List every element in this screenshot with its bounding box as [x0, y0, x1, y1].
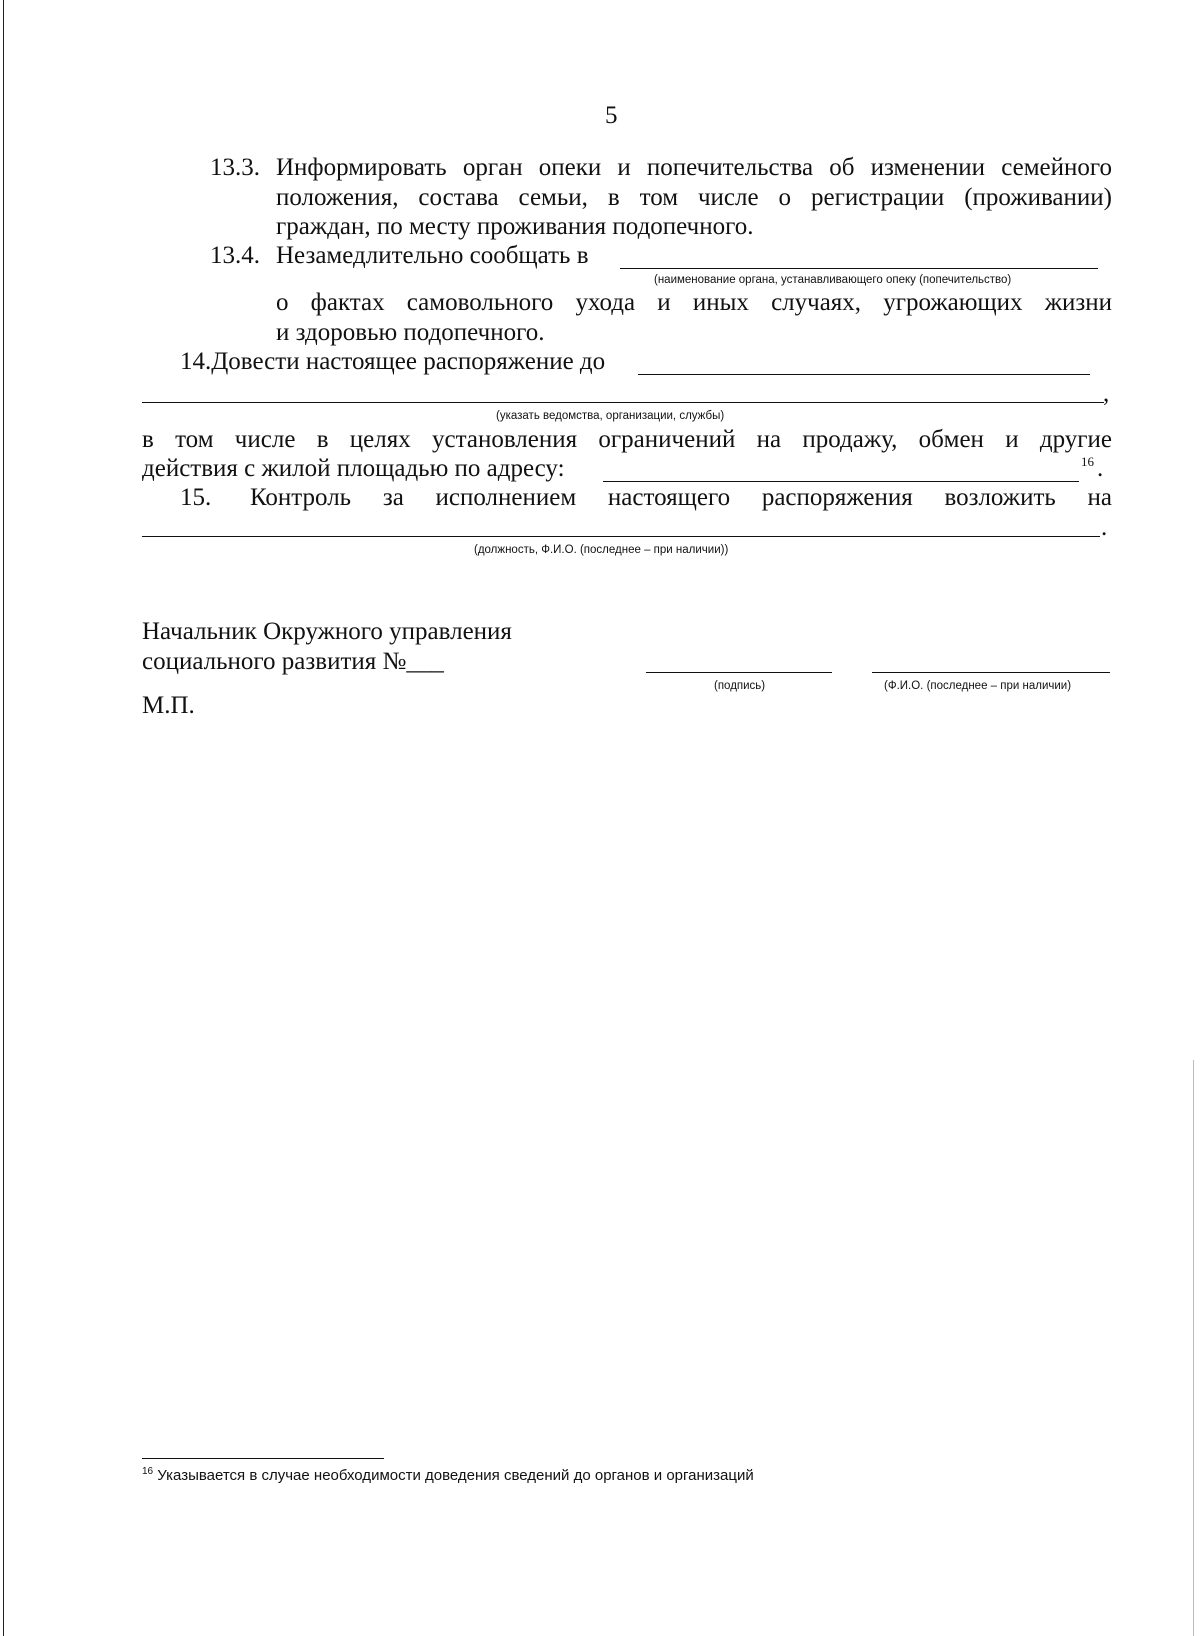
item-14-line3: в том числе в целях установления ограничений на продажу, обмен и другие [142, 426, 1112, 453]
footnote-mark: 16 [142, 1466, 154, 1477]
item-14-footnote-mark: 16 [1081, 454, 1094, 469]
item-13-3-line3: граждан, по месту проживания подопечного. [276, 213, 754, 240]
item-13-3-line2: положения, состава семьи, в том числе о регистрации (проживании) [276, 184, 1112, 211]
item-13-4-lead: Незамедлительно сообщать в [276, 242, 589, 269]
item-14-caption: (указать ведомства, организации, службы) [496, 410, 725, 422]
item-13-3-line1: Информировать орган опеки и попечительства об изменении семейного [276, 154, 1112, 181]
signatory-title-line2: социального развития №___ [142, 648, 444, 675]
item-13-4-number: 13.4. [210, 242, 260, 269]
item-15-text: Контроль за исполнением настоящего распоряжения возложить на [250, 484, 1112, 511]
item-13-3-number: 13.3. [210, 154, 260, 181]
item-14-line4: действия с жилой площадью по адресу: [142, 455, 565, 482]
item-14-end-period: . [1097, 455, 1104, 482]
item-14-address-line [603, 481, 1079, 482]
item-14-fill-line-2 [142, 402, 1104, 403]
scan-edge-right [1193, 1060, 1194, 1636]
stamp-placeholder: М.П. [142, 692, 195, 719]
item-15-caption: (должность, Ф.И.О. (последнее – при наличии)) [474, 544, 729, 556]
footnote [142, 1467, 754, 1484]
page-number: 5 [605, 102, 618, 129]
footnote-separator [142, 1458, 384, 1459]
item-13-4-line3: и здоровью подопечного. [276, 319, 545, 346]
item-15-end-period: . [1101, 514, 1108, 541]
item-13-4-line2: о фактах самовольного ухода и иных случаях, угрожающих жизни [276, 289, 1112, 316]
item-13-4-caption: (наименование органа, устанавливающего опеку (попечительство) [654, 274, 1012, 286]
signature-caption: (подпись) [714, 680, 766, 692]
footnote-text: Указывается в случае необходимости доведения сведений до органов и организаций [153, 1467, 754, 1484]
name-caption: (Ф.И.О. (последнее – при наличии) [884, 680, 1072, 692]
item-15-fill-line [142, 536, 1100, 537]
item-14-comma: , [1103, 380, 1110, 407]
item-13-4-fill-line [620, 268, 1098, 269]
signature-line [646, 672, 832, 673]
signatory-title-line1: Начальник Окружного управления [142, 618, 512, 645]
item-14-fill-line-1 [638, 374, 1090, 375]
name-line [872, 672, 1110, 673]
item-14-lead: 14.Довести настоящее распоряжение до [180, 348, 606, 375]
item-15-number: 15. [180, 484, 212, 511]
scan-edge-left [3, 0, 4, 1636]
